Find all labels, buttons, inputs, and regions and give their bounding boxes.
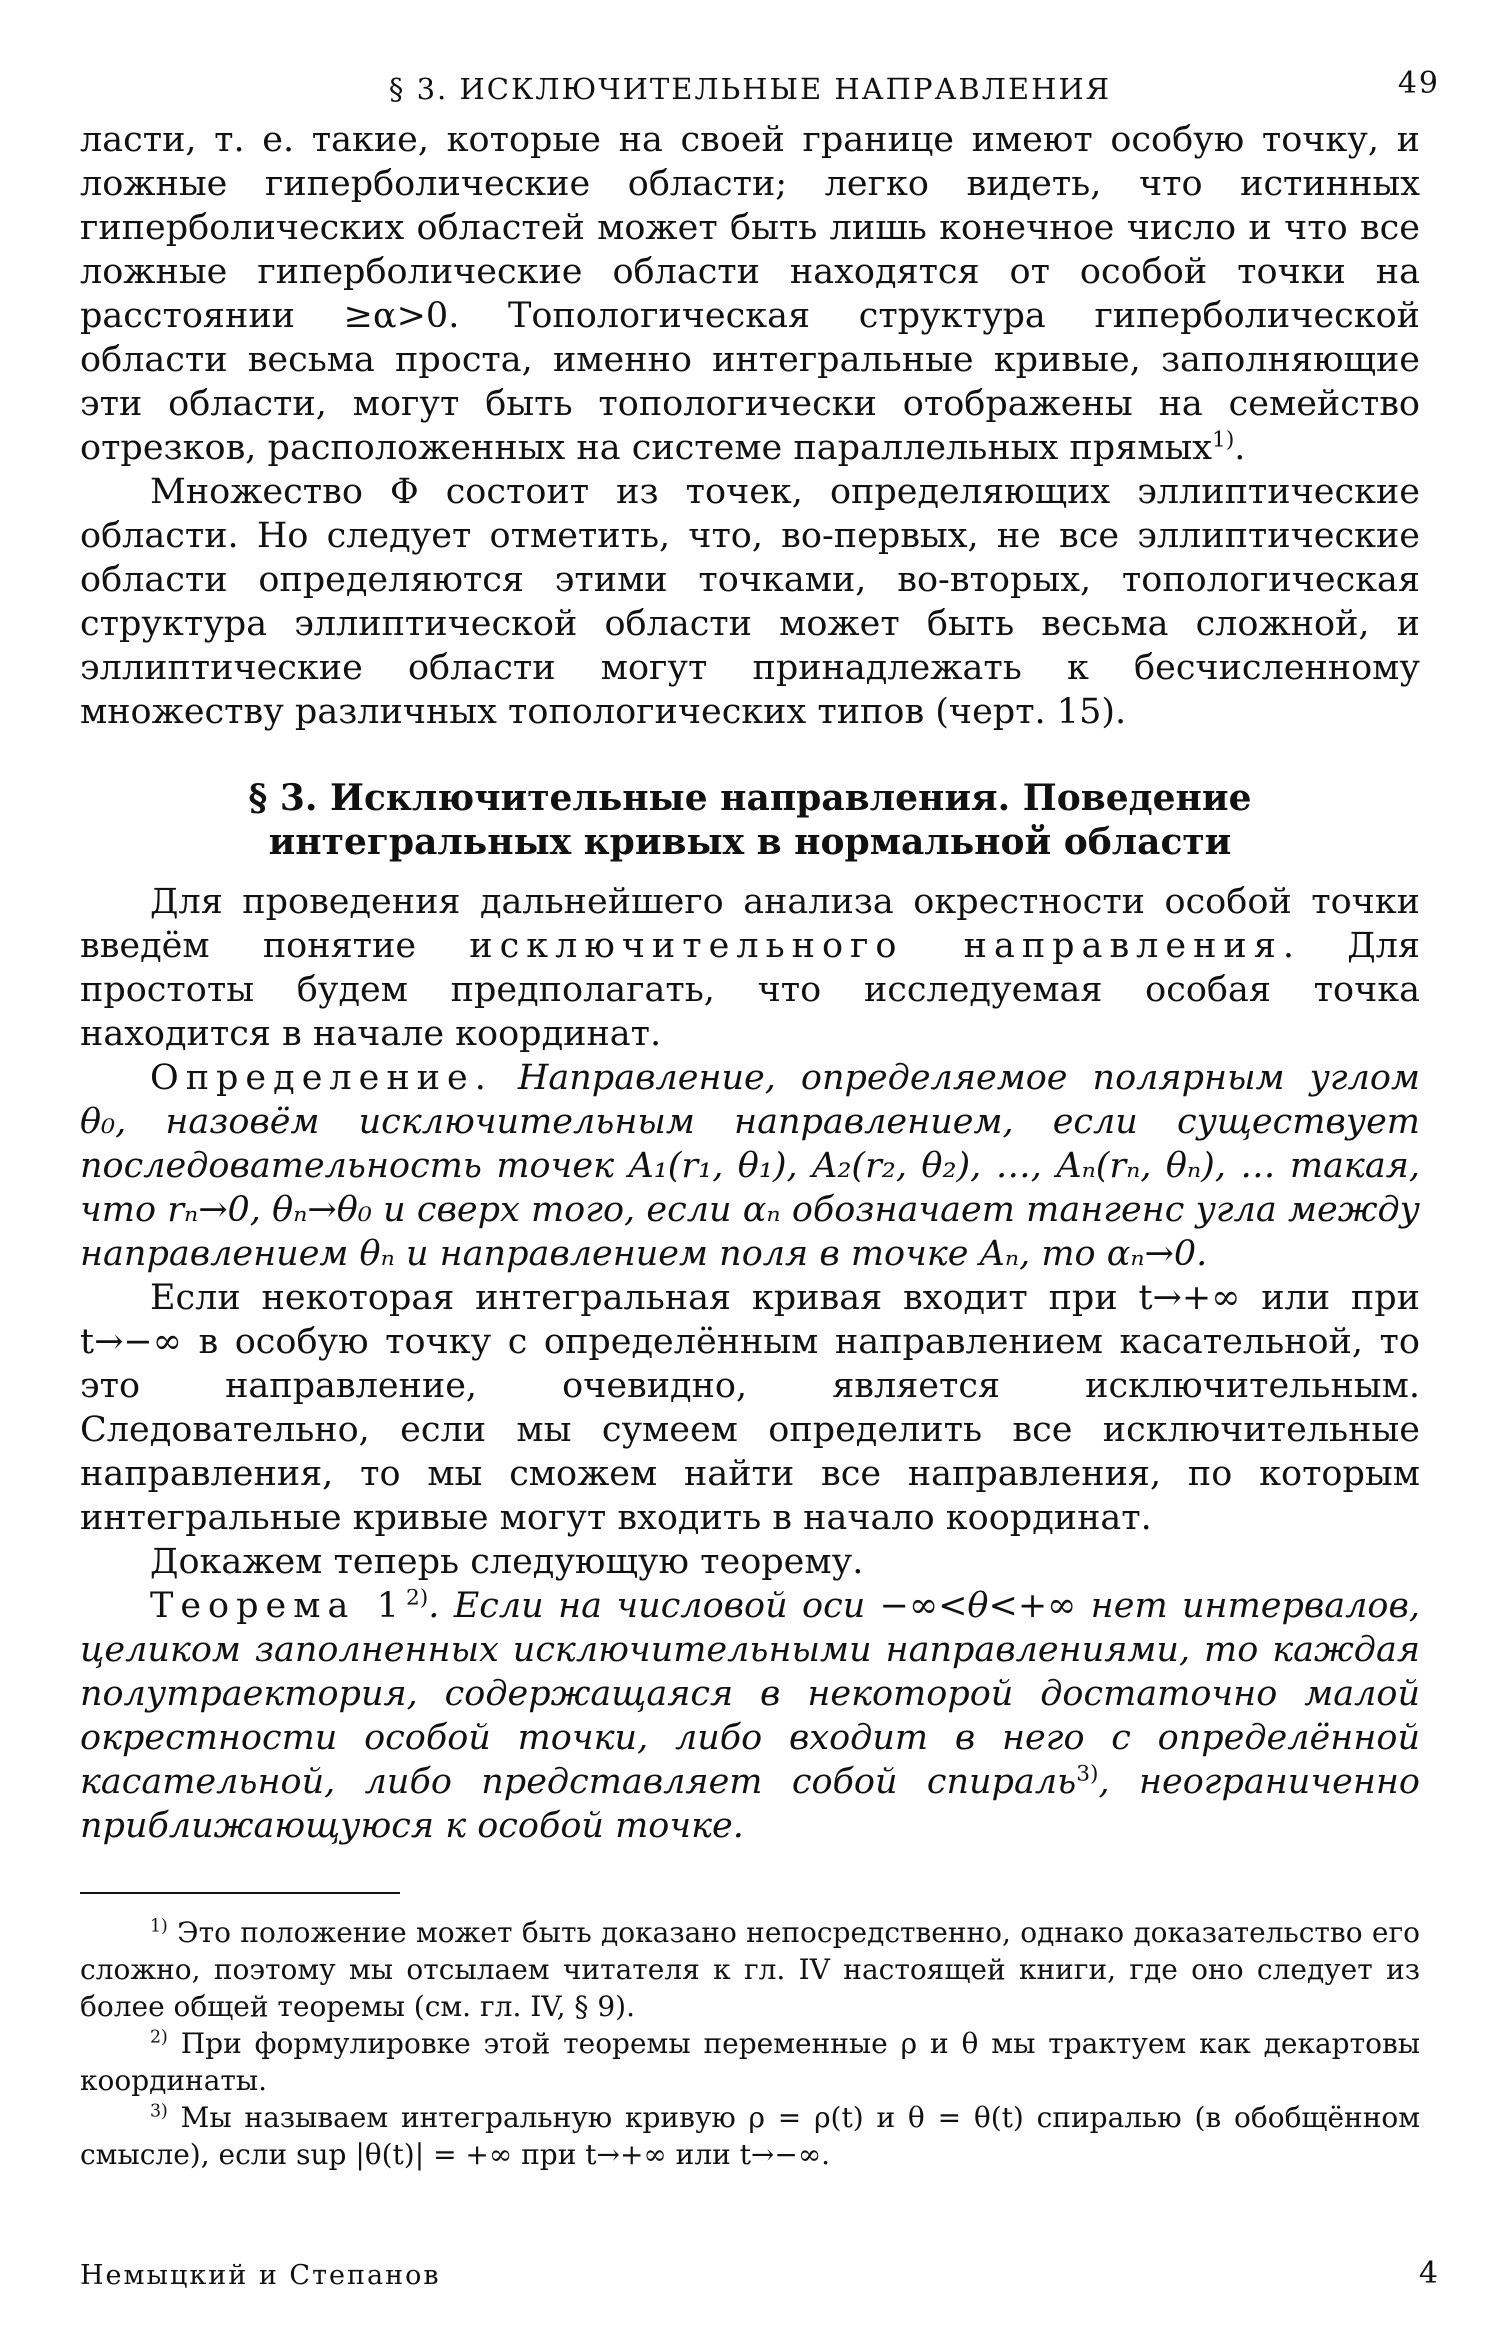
footnote-ref-3: 3) xyxy=(1076,1761,1099,1787)
footnote-ref-1: 1) xyxy=(1212,427,1235,453)
paragraph-introduction xyxy=(80,880,1420,1056)
section-heading-line-1: § 3. Исключительные направления. Поведение xyxy=(248,777,1252,819)
running-head-title: § 3. ИСКЛЮЧИТЕЛЬНЫЕ НАПРАВЛЕНИЯ xyxy=(388,72,1112,106)
paragraph-text: . Для простоты будем предполагать, что исследуемая особая точка находится в начале координат. xyxy=(80,926,1420,1054)
definition-label: Определение. xyxy=(150,1058,493,1098)
paragraph-text: Для проведения дальнейшего анализа окрестности особой точки введём понятие xyxy=(80,882,1420,966)
book-page xyxy=(80,60,1440,2291)
footnote-mark: 3) xyxy=(150,2101,168,2122)
paragraph-prove: Докажем теперь следующую теорему. xyxy=(150,1542,864,1582)
paragraph-text: ласти, т. е. такие, которые на своей границе имеют особую точку, и ложные гиперболические области; легко видеть, что истинных гиперболических областей может быть лишь конечное число и что все ложные гиперболические области находятся от особой точки на расстоянии ≥α>0. Топологическая структура гиперболической области весьма проста, именно интегральные кривые, заполняющие эти области, могут быть топологически отображены на семейство отрезков, расположенных на системе параллельных прямых xyxy=(80,120,1420,468)
defined-term: исключительного направления xyxy=(469,926,1283,966)
definition xyxy=(80,1056,1420,1276)
theorem-text-end: , неограниченно приближающуюся к особой точке. xyxy=(80,1762,1421,1846)
footnote xyxy=(80,2025,1420,2099)
paragraph-integral-curve: Если некоторая интегральная кривая входит при t→+∞ или при t→−∞ в особую точку с определённым направлением касательной, то это направление, очевидно, является исключительным. Следовательно, если мы сумеем определить все исключительные направления, то мы сможем найти все направления, по которым интегральные кривые могут входить в начало координат. xyxy=(80,1278,1420,1538)
page-footer xyxy=(80,2256,1440,2291)
section-heading xyxy=(80,776,1420,864)
footnote-divider xyxy=(80,1892,400,1894)
footnote-ref-2: 2) xyxy=(405,1585,429,1611)
footnote xyxy=(80,2099,1420,2173)
theorem-label: Теорема 1 xyxy=(150,1586,406,1626)
paragraph-hyperbolic-regions xyxy=(80,118,1420,470)
footnote-text: При формулировке этой теоремы переменные ρ и θ мы трактуем как декартовы координаты. xyxy=(80,2027,1420,2097)
theorem xyxy=(80,1584,1420,1848)
paragraph-end: . xyxy=(1234,428,1246,468)
footer-authors: Немыцкий и Степанов xyxy=(80,2260,441,2291)
paragraph-elliptic-regions: Множество Φ состоит из точек, определяющих эллиптические области. Но следует отметить, что, во-первых, не все эллиптические области определяются этими точками, во-вторых, топологическая структура эллиптической области может быть весьма сложной, и эллиптические области могут принадлежать к бесчисленному множеству различных топологических типов (черт. 15). xyxy=(80,472,1420,732)
footnote-mark: 2) xyxy=(150,2027,168,2048)
definition-text: Направление, определяемое полярным углом θ₀, назовём исключительным направлением, если существует последовательность точек A₁(r₁, θ₁), A₂(r₂, θ₂), …, Aₙ(rₙ, θₙ), … такая, что rₙ→0, θₙ→θ₀ и сверх того, если αₙ обозначает тангенс угла между направлением θₙ и направлением поля в точке Aₙ, то αₙ→0. xyxy=(80,1058,1420,1274)
page-number: 49 xyxy=(1397,66,1440,101)
running-head xyxy=(80,60,1440,118)
section-heading-line-2: интегральных кривых в нормальной области xyxy=(268,821,1232,863)
footnote-text: Мы называем интегральную кривую ρ = ρ(t) и θ = θ(t) спиралью (в обобщённом смысле), если sup |θ(t)| = +∞ при t→+∞ или t→−∞. xyxy=(80,2101,1420,2171)
theorem-text: . Если на числовой оси −∞<θ<+∞ нет интервалов, целиком заполненных исключительными направлениями, то каждая полутраектория, содержащаяся в некоторой достаточно малой окрестности особой точки, либо входит в него с определённой касательной, либо представляет собой спираль xyxy=(80,1586,1420,1802)
footnote xyxy=(80,1914,1420,2025)
footnote-mark: 1) xyxy=(150,1916,168,1937)
signature-mark: 4 xyxy=(1418,2256,1440,2291)
footnote-text: Это положение может быть доказано непосредственно, однако доказательство его сложно, поэтому мы отсылаем читателя к гл. IV настоящей книги, где оно следует из более общей теоремы (см. гл. IV, § 9). xyxy=(80,1916,1420,2023)
